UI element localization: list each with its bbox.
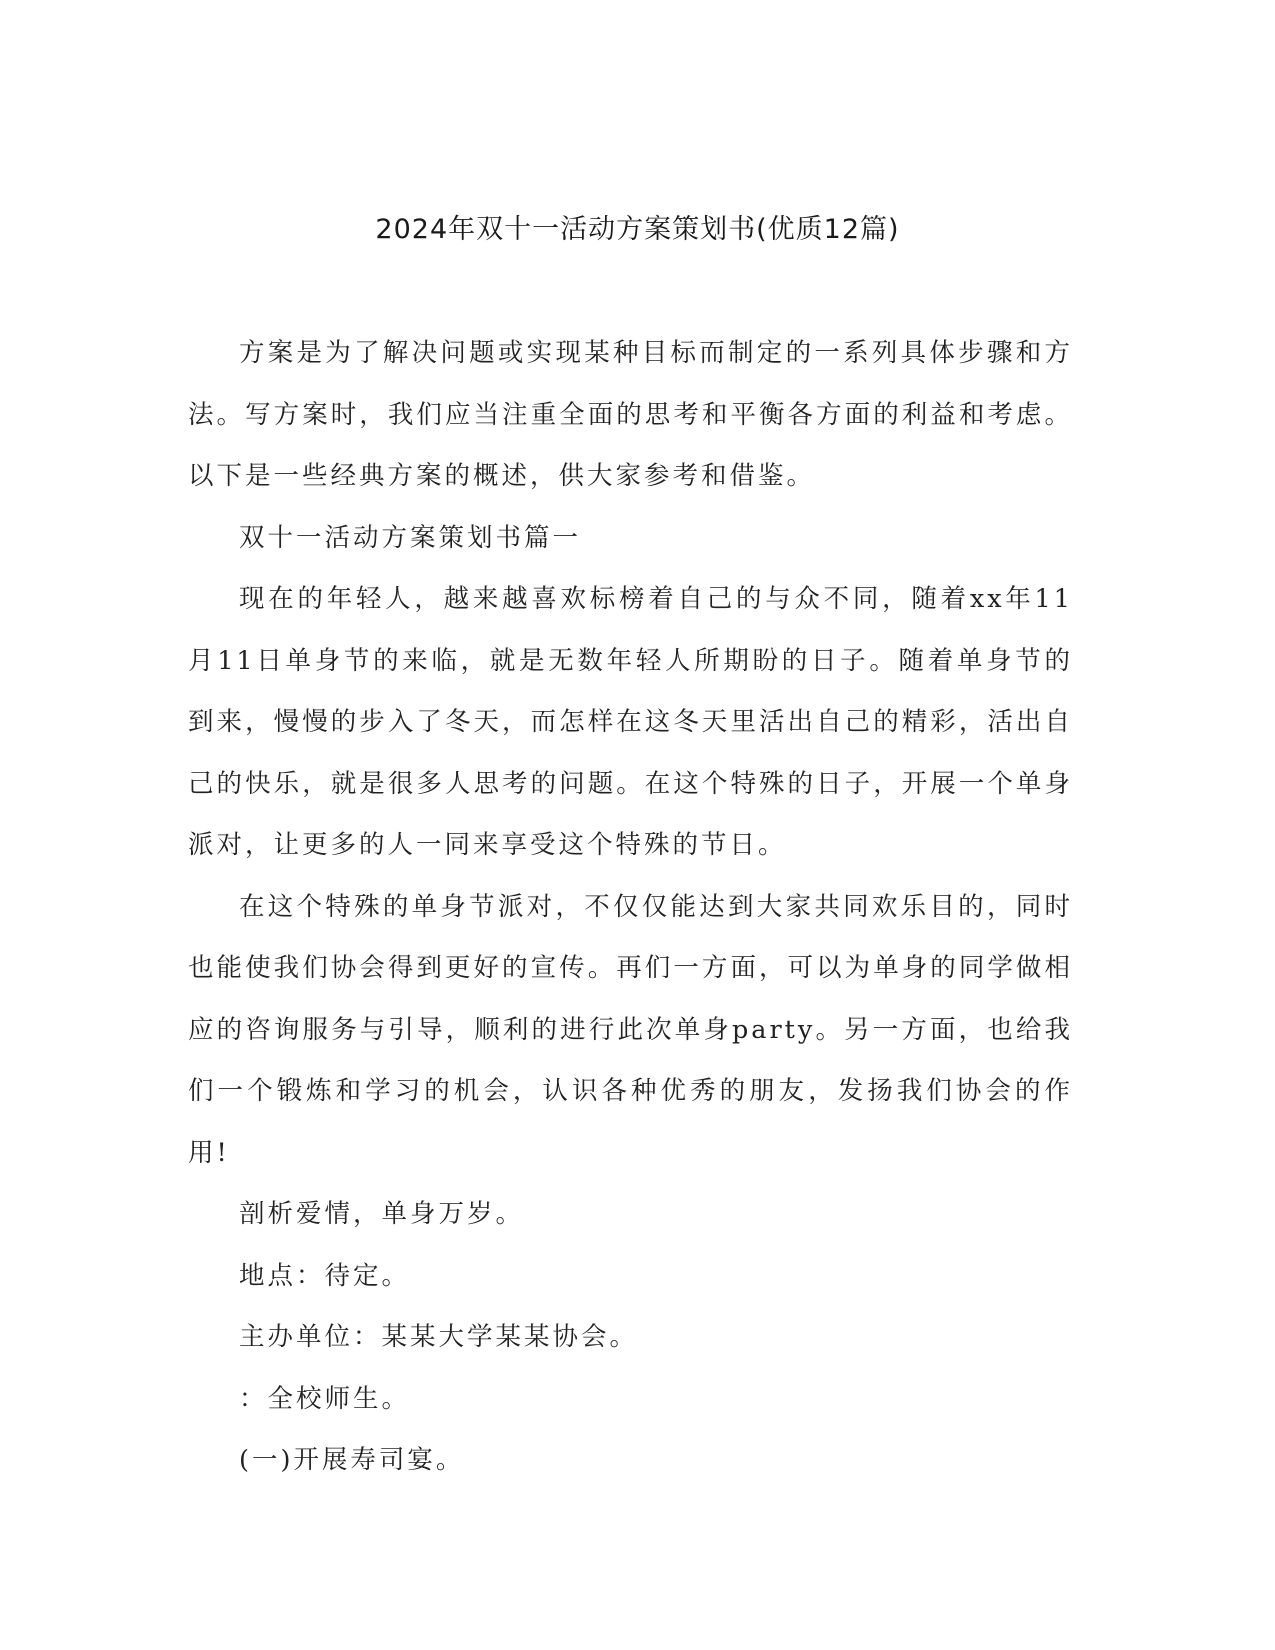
document-title: 2024年双十一活动方案策划书(优质12篇) bbox=[375, 214, 900, 245]
intro-paragraph: 方案是为了解决问题或实现某种目标而制定的一系列具体步骤和方法。写方案时，我们应当注重全面的思考和平衡各方面的利益和考虑。以下是一些经典方案的概述，供大家参考和借鉴。 bbox=[188, 338, 1073, 491]
location-line: 地点：待定。 bbox=[239, 1260, 411, 1291]
theme-line: 剖析爱情，单身万岁。 bbox=[239, 1199, 525, 1229]
audience-line: ：全校师生。 bbox=[239, 1383, 411, 1414]
section-heading: 双十一活动方案策划书篇一 bbox=[239, 522, 582, 553]
document-body bbox=[188, 323, 1073, 1492]
body-paragraph: 在这个特殊的单身节派对，不仅仅能达到大家共同欢乐目的，同时也能使我们协会得到更好的宣传。再们一方面，可以为单身的同学做相应的咨询服务与引导，顺利的进行此次单身party。另一方面，也给我们一个锻炼和学习的机会，认识各种优秀的朋友，发扬我们协会的作用! bbox=[188, 891, 1073, 1168]
activity-item: (一)开展寿司宴。 bbox=[239, 1445, 465, 1475]
organizer-line: 主办单位：某某大学某某协会。 bbox=[239, 1322, 639, 1352]
body-paragraph: 现在的年轻人，越来越喜欢标榜着自己的与众不同，随着xx年11月11日单身节的来临，就是无数年轻人所期盼的日子。随着单身节的到来，慢慢的步入了冬天，而怎样在这冬天里活出自己的精彩，活出自己的快乐，就是很多人思考的问题。在这个特殊的日子，开展一个单身派对，让更多的人一同来享受这个特殊的节日。 bbox=[188, 584, 1073, 860]
